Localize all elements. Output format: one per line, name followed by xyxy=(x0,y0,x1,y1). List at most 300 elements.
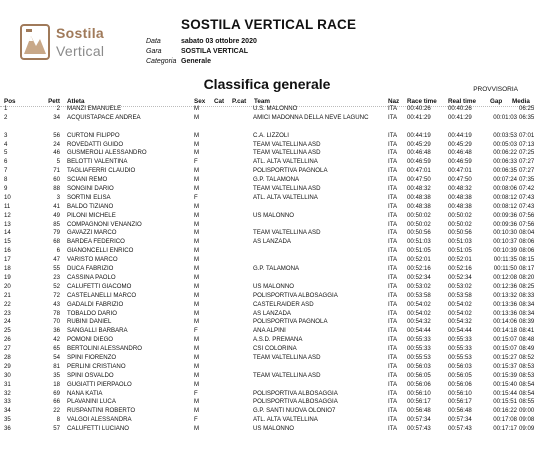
cell-real-time: 00:54:32 xyxy=(448,318,472,326)
status-label: PROVVISORIA xyxy=(473,86,518,93)
cell-real-time: 00:46:48 xyxy=(448,149,472,157)
cell-real-time: 00:50:56 xyxy=(448,229,472,237)
cell-sex: M xyxy=(194,238,200,246)
cell-pett: 41 xyxy=(53,202,60,210)
cell-pos: 17 xyxy=(4,256,11,264)
table-row xyxy=(0,247,534,256)
cell-gap: 00:15:51 xyxy=(493,398,517,406)
cell-race-time: 00:56:03 xyxy=(407,362,431,370)
cell-naz: ITA xyxy=(388,256,398,264)
cell-media: 06:25 xyxy=(519,105,535,112)
cell-team: US MALONNO xyxy=(253,211,294,219)
header-race-time: Race time xyxy=(407,98,437,105)
cell-media: 07:13 xyxy=(519,140,535,148)
cell-sex: M xyxy=(194,362,200,370)
header-atleta: Atleta xyxy=(67,98,85,105)
header-real-time: Real time xyxy=(448,98,476,105)
cell-real-time: 00:55:33 xyxy=(448,345,472,353)
cell-race-time: 00:44:19 xyxy=(407,131,431,139)
header-naz: Naz xyxy=(388,98,400,105)
cell-real-time: 00:51:05 xyxy=(448,247,472,255)
cell-gap: 00:17:08 xyxy=(493,416,517,424)
cell-pett: 22 xyxy=(53,407,60,415)
cell-naz: ITA xyxy=(388,140,398,148)
table-row xyxy=(0,229,534,238)
table-row xyxy=(0,363,534,372)
cell-atleta: CASSINA PAOLO xyxy=(67,273,116,281)
cell-sex: F xyxy=(194,193,198,201)
cell-pos: 29 xyxy=(4,362,11,370)
cell-naz: ITA xyxy=(388,362,398,370)
cell-real-time: 00:52:16 xyxy=(448,265,472,273)
meta-data-label: Data xyxy=(146,38,161,45)
cell-real-time: 00:48:38 xyxy=(448,202,472,210)
cell-gap: 00:16:22 xyxy=(493,407,517,415)
cell-naz: ITA xyxy=(388,309,398,317)
cell-naz: ITA xyxy=(388,345,398,353)
cell-pos: 30 xyxy=(4,371,11,379)
cell-race-time: 00:54:32 xyxy=(407,318,431,326)
cell-pett: 52 xyxy=(53,282,60,290)
cell-race-time: 00:57:34 xyxy=(407,416,431,424)
race-title: SOSTILA VERTICAL RACE xyxy=(181,17,357,32)
table-row xyxy=(0,310,534,319)
cell-sex: F xyxy=(194,416,198,424)
cell-pos: 12 xyxy=(4,211,11,219)
cell-race-time: 00:52:34 xyxy=(407,273,431,281)
cell-pos: 18 xyxy=(4,265,11,273)
table-row xyxy=(0,292,534,301)
cell-atleta: CALUFETTI LUCIANO xyxy=(67,425,129,433)
cell-race-time: 00:50:02 xyxy=(407,220,431,228)
table-row xyxy=(0,158,534,167)
cell-naz: ITA xyxy=(388,389,398,397)
cell-race-time: 00:56:10 xyxy=(407,389,431,397)
cell-sex: M xyxy=(194,309,200,317)
cell-team: US MALONNO xyxy=(253,282,294,290)
table-row xyxy=(0,345,534,354)
cell-gap: 00:17:17 xyxy=(493,425,517,433)
cell-gap: 00:15:39 xyxy=(493,371,517,379)
cell-race-time: 00:53:02 xyxy=(407,282,431,290)
cell-gap: 00:15:27 xyxy=(493,353,517,361)
cell-gap: 00:11:35 xyxy=(493,256,517,264)
cell-naz: ITA xyxy=(388,220,398,228)
cell-naz: ITA xyxy=(388,185,398,193)
cell-gap: 00:07:24 xyxy=(493,176,517,184)
cell-sex: F xyxy=(194,389,198,397)
cell-pett: 47 xyxy=(53,256,60,264)
cell-race-time: 00:54:44 xyxy=(407,327,431,335)
cell-gap: 00:13:36 xyxy=(493,300,517,308)
cell-race-time: 00:47:01 xyxy=(407,167,431,175)
cell-team: AS LANZADA xyxy=(253,309,291,317)
cell-pett: 46 xyxy=(53,149,60,157)
table-row xyxy=(0,390,534,399)
cell-race-time: 00:56:05 xyxy=(407,371,431,379)
cell-race-time: 00:57:43 xyxy=(407,425,431,433)
cell-gap: 00:08:12 xyxy=(493,202,517,210)
cell-real-time: 00:41:29 xyxy=(448,113,472,121)
cell-sex: M xyxy=(194,300,200,308)
cell-naz: ITA xyxy=(388,416,398,424)
cell-atleta: RUSPANTINI ROBERTO xyxy=(67,407,136,415)
cell-team: CASTELRAIDER ASD xyxy=(253,300,314,308)
cell-gap: 00:01:03 xyxy=(493,113,517,121)
cell-gap: 00:14:18 xyxy=(493,327,517,335)
cell-real-time: 00:51:03 xyxy=(448,238,472,246)
cell-atleta: GADALDI FABRIZIO xyxy=(67,300,124,308)
table-row xyxy=(0,194,534,203)
cell-sex: M xyxy=(194,176,200,184)
meta-data-value: sabato 03 ottobre 2020 xyxy=(181,38,257,45)
table-row xyxy=(0,381,534,390)
cell-sex: M xyxy=(194,273,200,281)
cell-sex: M xyxy=(194,105,200,112)
cell-team: ATL. ALTA VALTELLINA xyxy=(253,193,318,201)
cell-media: 08:34 xyxy=(519,309,535,317)
cell-race-time: 00:53:58 xyxy=(407,291,431,299)
cell-media: 08:04 xyxy=(519,229,535,237)
cell-naz: ITA xyxy=(388,167,398,175)
cell-atleta: PLAVANINI LUCA xyxy=(67,398,116,406)
cell-media: 08:55 xyxy=(519,398,535,406)
cell-pett: 54 xyxy=(53,353,60,361)
cell-sex: M xyxy=(194,229,200,237)
cell-naz: ITA xyxy=(388,407,398,415)
cell-naz: ITA xyxy=(388,229,398,237)
cell-sex: M xyxy=(194,380,200,388)
cell-team: G.P. TALAMONA xyxy=(253,176,300,184)
cell-pos: 10 xyxy=(4,193,11,201)
race-meta xyxy=(146,37,257,67)
cell-media: 07:42 xyxy=(519,185,535,193)
cell-team: TEAM VALTELLINA ASD xyxy=(253,371,321,379)
cell-sex: M xyxy=(194,256,200,264)
cell-team: ANA ALPINI xyxy=(253,327,286,335)
cell-sex: M xyxy=(194,345,200,353)
cell-naz: ITA xyxy=(388,158,398,166)
cell-media: 08:17 xyxy=(519,265,535,273)
cell-team: US MALONNO xyxy=(253,425,294,433)
cell-team: POLISPORTIVA PAGNOLA xyxy=(253,318,328,326)
table-row xyxy=(0,265,534,274)
table-row xyxy=(0,407,534,416)
cell-team: TEAM VALTELLINA ASD xyxy=(253,140,321,148)
header-sex: Sex xyxy=(194,98,206,105)
cell-gap: 00:08:12 xyxy=(493,193,517,201)
cell-real-time: 00:53:02 xyxy=(448,282,472,290)
cell-atleta: VALGOI ALESSANDRA xyxy=(67,416,132,424)
section-title: Classifica generale xyxy=(203,76,331,92)
cell-pos: 1 xyxy=(4,105,8,112)
cell-pos: 34 xyxy=(4,407,11,415)
cell-atleta: BARDEA FEDERICO xyxy=(67,238,125,246)
table-row xyxy=(0,176,534,185)
cell-sex: F xyxy=(194,158,198,166)
cell-pett: 42 xyxy=(53,336,60,344)
table-row xyxy=(0,221,534,230)
cell-real-time: 00:48:38 xyxy=(448,193,472,201)
cell-pos: 3 xyxy=(4,131,8,139)
table-row xyxy=(0,149,534,158)
cell-atleta: PILONI MICHELE xyxy=(67,211,116,219)
cell-race-time: 00:55:33 xyxy=(407,345,431,353)
cell-atleta: SCIANI REMO xyxy=(67,176,108,184)
cell-team: TEAM VALTELLINA ASD xyxy=(253,185,321,193)
cell-naz: ITA xyxy=(388,176,398,184)
cell-sex: M xyxy=(194,398,200,406)
cell-pos: 19 xyxy=(4,273,11,281)
cell-atleta: RUBINI DANIEL xyxy=(67,318,112,326)
table-row xyxy=(0,398,534,407)
cell-real-time: 00:55:33 xyxy=(448,336,472,344)
cell-atleta: SPINI OSVALDO xyxy=(67,371,114,379)
cell-gap: 00:15:40 xyxy=(493,380,517,388)
cell-pett: 2 xyxy=(56,105,60,112)
cell-naz: ITA xyxy=(388,380,398,388)
cell-sex: M xyxy=(194,425,200,433)
meta-categoria-value: Generale xyxy=(181,58,211,65)
cell-race-time: 00:48:38 xyxy=(407,193,431,201)
cell-media: 08:53 xyxy=(519,371,535,379)
cell-media: 08:39 xyxy=(519,318,535,326)
cell-race-time: 00:48:38 xyxy=(407,202,431,210)
cell-media: 07:56 xyxy=(519,220,535,228)
cell-atleta: POMONI DIEGO xyxy=(67,336,114,344)
cell-pett: 88 xyxy=(53,185,60,193)
header-pos: Pos xyxy=(4,98,16,105)
cell-team: C.A. LIZZOLI xyxy=(253,131,289,139)
cell-naz: ITA xyxy=(388,282,398,290)
cell-pos: 32 xyxy=(4,389,11,397)
cell-pos: 36 xyxy=(4,425,11,433)
cell-pett: 3 xyxy=(56,193,60,201)
cell-pett: 34 xyxy=(53,113,60,121)
cell-race-time: 00:55:53 xyxy=(407,353,431,361)
cell-pett: 5 xyxy=(56,158,60,166)
cell-gap: 00:06:33 xyxy=(493,158,517,166)
cell-media: 07:01 xyxy=(519,131,535,139)
cell-pett: 43 xyxy=(53,300,60,308)
cell-race-time: 00:54:02 xyxy=(407,309,431,317)
cell-pett: 24 xyxy=(53,140,60,148)
cell-media: 08:52 xyxy=(519,353,535,361)
cell-pett: 81 xyxy=(53,362,60,370)
cell-media: 08:49 xyxy=(519,345,535,353)
cell-race-time: 00:47:50 xyxy=(407,176,431,184)
cell-pett: 35 xyxy=(53,371,60,379)
table-row xyxy=(0,238,534,247)
cell-gap: 00:15:07 xyxy=(493,336,517,344)
cell-media: 08:20 xyxy=(519,273,535,281)
cell-race-time: 00:40:26 xyxy=(407,105,431,112)
cell-pos: 9 xyxy=(4,185,8,193)
cell-media: 08:25 xyxy=(519,282,535,290)
cell-race-time: 00:52:16 xyxy=(407,265,431,273)
cell-sex: M xyxy=(194,336,200,344)
cell-naz: ITA xyxy=(388,318,398,326)
table-row xyxy=(0,132,534,141)
cell-media: 08:34 xyxy=(519,300,535,308)
table-row xyxy=(0,212,534,221)
cell-sex: M xyxy=(194,211,200,219)
header-pett: Pett xyxy=(48,98,60,105)
cell-atleta: ACQUISTAPACE ANDREA xyxy=(67,113,141,121)
cell-real-time: 00:54:02 xyxy=(448,309,472,317)
cell-real-time: 00:56:10 xyxy=(448,389,472,397)
cell-pett: 69 xyxy=(53,389,60,397)
cell-pos: 28 xyxy=(4,353,11,361)
cell-gap: 00:12:08 xyxy=(493,273,517,281)
table-row xyxy=(0,141,534,150)
cell-team: TEAM VALTELLINA ASD xyxy=(253,353,321,361)
cell-pos: 26 xyxy=(4,336,11,344)
meta-categoria-label: Categoria xyxy=(146,58,177,65)
cell-real-time: 00:44:19 xyxy=(448,131,472,139)
cell-pos: 14 xyxy=(4,229,11,237)
cell-gap: 00:03:53 xyxy=(493,131,517,139)
cell-atleta: GUGIATTI PIERPAOLO xyxy=(67,380,132,388)
cell-pos: 33 xyxy=(4,398,11,406)
cell-pos: 24 xyxy=(4,318,11,326)
cell-atleta: VARISTO MARCO xyxy=(67,256,118,264)
cell-gap: 00:15:37 xyxy=(493,362,517,370)
cell-sex: M xyxy=(194,282,200,290)
cell-race-time: 00:56:17 xyxy=(407,398,431,406)
cell-gap: 00:10:30 xyxy=(493,229,517,237)
meta-gara-value: SOSTILA VERTICAL xyxy=(181,48,249,55)
cell-naz: ITA xyxy=(388,113,398,121)
cell-real-time: 00:46:59 xyxy=(448,158,472,166)
cell-real-time: 00:48:32 xyxy=(448,185,472,193)
cell-team: AMICI MADONNA DELLA NEVE LAGUNC xyxy=(253,113,369,121)
cell-sex: M xyxy=(194,113,200,121)
cell-real-time: 00:45:29 xyxy=(448,140,472,148)
cell-pett: 70 xyxy=(53,318,60,326)
cell-pett: 55 xyxy=(53,265,60,273)
cell-atleta: NANA KATIA xyxy=(67,389,103,397)
cell-team: TEAM VALTELLINA ASD xyxy=(253,229,321,237)
cell-race-time: 00:51:05 xyxy=(407,247,431,255)
cell-atleta: DUCA FABRIZIO xyxy=(67,265,114,273)
table-row xyxy=(0,336,534,345)
cell-gap: 00:13:36 xyxy=(493,309,517,317)
table-row xyxy=(0,185,534,194)
cell-team: POLISPORTIVA ALBOSAGGIA xyxy=(253,389,338,397)
cell-naz: ITA xyxy=(388,149,398,157)
cell-pett: 65 xyxy=(53,345,60,353)
cell-team: G.P. TALAMONA xyxy=(253,265,300,273)
cell-pos: 16 xyxy=(4,247,11,255)
cell-naz: ITA xyxy=(388,238,398,246)
cell-naz: ITA xyxy=(388,273,398,281)
cell-gap: 00:13:32 xyxy=(493,291,517,299)
cell-sex: M xyxy=(194,149,200,157)
cell-media: 07:43 xyxy=(519,193,535,201)
cell-atleta: CALUFETTI GIACOMO xyxy=(67,282,132,290)
cell-atleta: BALDO TIZIANO xyxy=(67,202,114,210)
cell-media: 07:35 xyxy=(519,176,535,184)
cell-pett: 78 xyxy=(53,309,60,317)
cell-media: 08:41 xyxy=(519,327,535,335)
cell-naz: ITA xyxy=(388,336,398,344)
cell-pos: 22 xyxy=(4,300,11,308)
cell-pett: 66 xyxy=(53,398,60,406)
cell-media: 07:43 xyxy=(519,202,535,210)
cell-atleta: BERTOLINI ALESSANDRO xyxy=(67,345,142,353)
cell-real-time: 00:56:05 xyxy=(448,371,472,379)
cell-race-time: 00:46:48 xyxy=(407,149,431,157)
cell-atleta: SANGALLI BARBARA xyxy=(67,327,128,335)
cell-media: 08:48 xyxy=(519,336,535,344)
cell-media: 06:35 xyxy=(519,113,535,121)
cell-sex: M xyxy=(194,371,200,379)
cell-atleta: COMPAGNONI VENANZIO xyxy=(67,220,142,228)
table-row xyxy=(0,114,534,132)
cell-pett: 18 xyxy=(53,380,60,388)
cell-pett: 56 xyxy=(53,131,60,139)
header-gap: Gap xyxy=(490,98,503,105)
cell-naz: ITA xyxy=(388,211,398,219)
cell-race-time: 00:46:59 xyxy=(407,158,431,166)
cell-media: 08:54 xyxy=(519,389,535,397)
cell-real-time: 00:47:50 xyxy=(448,176,472,184)
cell-atleta: SORTINI ELISA xyxy=(67,193,111,201)
cell-team: POLISPORTIVA ALBOSAGGIA xyxy=(253,398,338,406)
results-table xyxy=(0,105,534,434)
cell-atleta: TOBALDO DARIO xyxy=(67,309,118,317)
table-row xyxy=(0,256,534,265)
cell-gap: 00:08:06 xyxy=(493,185,517,193)
table-row xyxy=(0,318,534,327)
cell-naz: ITA xyxy=(388,327,398,335)
cell-pos: 27 xyxy=(4,345,11,353)
cell-sex: M xyxy=(194,220,200,228)
cell-atleta: PERLINI CRISTIANO xyxy=(67,362,126,370)
cell-media: 09:00 xyxy=(519,407,535,415)
cell-real-time: 00:54:44 xyxy=(448,327,472,335)
cell-naz: ITA xyxy=(388,371,398,379)
header-media: Media xyxy=(512,98,530,105)
cell-real-time: 00:56:03 xyxy=(448,362,472,370)
cell-gap: 00:15:07 xyxy=(493,345,517,353)
cell-gap: 00:10:39 xyxy=(493,247,517,255)
logo-text-vertical: Vertical xyxy=(56,43,105,59)
cell-media: 09:09 xyxy=(519,425,535,433)
table-row xyxy=(0,274,534,283)
table-row xyxy=(0,354,534,363)
table-row xyxy=(0,301,534,310)
cell-media: 07:56 xyxy=(519,211,535,219)
cell-real-time: 00:57:34 xyxy=(448,416,472,424)
cell-real-time: 00:56:48 xyxy=(448,407,472,415)
cell-team: POLISPORTIVA ALBOSAGGIA xyxy=(253,291,338,299)
cell-sex: M xyxy=(194,140,200,148)
table-row xyxy=(0,167,534,176)
cell-pett: 68 xyxy=(53,238,60,246)
cell-atleta: GAVAZZI MARCO xyxy=(67,229,117,237)
cell-race-time: 00:52:01 xyxy=(407,256,431,264)
cell-naz: ITA xyxy=(388,398,398,406)
cell-team: ATL. ALTA VALTELLINA xyxy=(253,416,318,424)
cell-team: TEAM VALTELLINA ASD xyxy=(253,149,321,157)
cell-sex: M xyxy=(194,265,200,273)
cell-media: 08:33 xyxy=(519,291,535,299)
cell-pos: 20 xyxy=(4,282,11,290)
cell-media: 07:25 xyxy=(519,149,535,157)
cell-pett: 49 xyxy=(53,211,60,219)
